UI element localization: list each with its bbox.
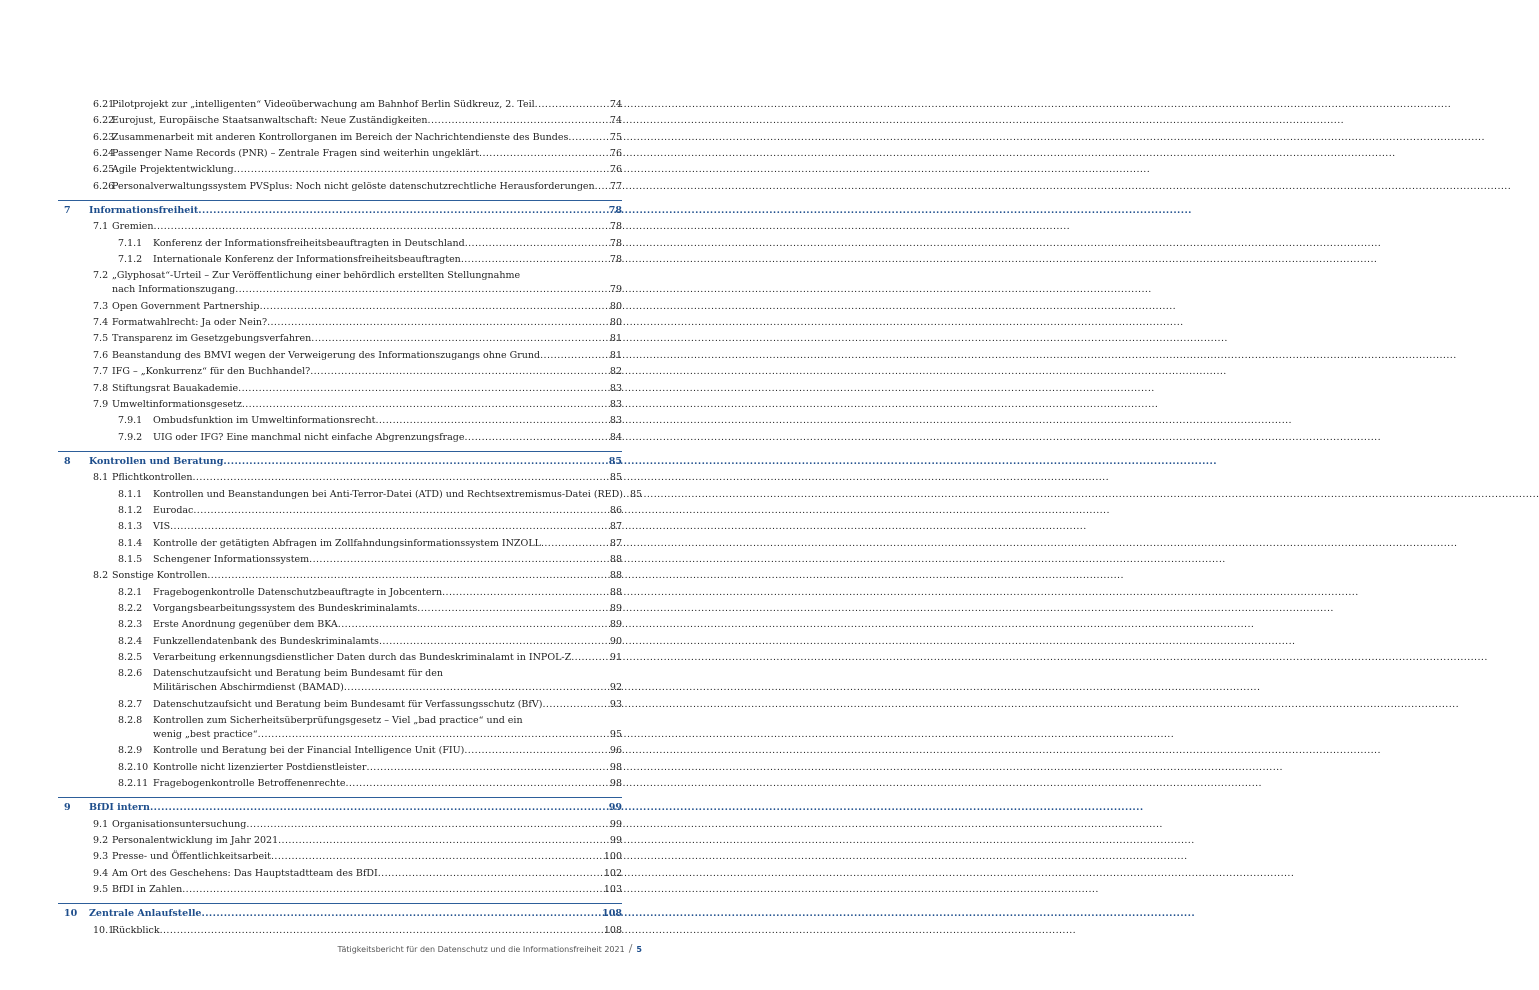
toc-chapter[interactable] — [58, 908, 622, 924]
toc-entry-title: Agile Projektentwicklung — [112, 164, 234, 176]
dot-leader — [541, 538, 609, 550]
toc-entry-page: 76 — [609, 164, 622, 176]
toc-entry-title: Eurojust, Europäische Staatsanwaltschaft: Neue Zuständigkeiten — [112, 115, 428, 127]
toc-entry[interactable] — [58, 350, 622, 366]
toc-entry-title: Militärischen Abschirmdienst (BAMAD) — [153, 682, 344, 694]
toc-entry-title: BfDI intern — [89, 802, 150, 814]
dot-leader — [311, 333, 609, 345]
toc-entry-page: 89 — [609, 602, 622, 614]
toc-entry[interactable] — [58, 762, 622, 778]
dot-leader — [465, 238, 609, 250]
toc-entry-page: 81 — [609, 349, 622, 361]
toc-entry[interactable] — [58, 819, 622, 835]
toc-entry-page: 85 — [609, 472, 622, 484]
toc-entry-title-line1: Kontrollen zum Sicherheitsüberprüfungsgesetz – Viel „bad practice“ und ein — [153, 715, 523, 727]
toc-entry[interactable] — [58, 238, 622, 254]
toc-entry-page: 80 — [609, 300, 622, 312]
dot-leader — [344, 682, 609, 694]
toc-entry-page: 78 — [609, 254, 622, 266]
toc-entry-title-line1: „Glyphosat“-Urteil – Zur Veröffentlichung einer behördlich erstellten Stellungnahme — [112, 270, 521, 282]
toc-entry-page: 78 — [609, 221, 622, 233]
toc-entry[interactable] — [58, 505, 622, 521]
toc-entry-number: 7.9 — [93, 398, 109, 410]
dot-leader — [223, 456, 607, 468]
dot-leader — [271, 851, 603, 863]
dot-leader — [235, 284, 609, 296]
toc-entry-title: Personalentwicklung im Jahr 2021 — [112, 835, 279, 847]
toc-entry-title: Erste Anordnung gegenüber dem BKA — [153, 619, 338, 631]
toc-entry-page: 96 — [609, 745, 622, 757]
dot-leader — [260, 301, 609, 313]
toc-entry-number: 7.5 — [93, 333, 109, 345]
dot-leader — [278, 835, 609, 847]
toc-entry-page: 89 — [609, 619, 622, 631]
toc-entry-page: 90 — [609, 635, 622, 647]
section-separator — [58, 448, 622, 456]
toc-entry-page: 87 — [609, 521, 622, 533]
toc-entry[interactable] — [58, 284, 622, 300]
toc-entry[interactable] — [58, 99, 622, 115]
dot-leader — [461, 254, 609, 266]
toc-entry[interactable] — [58, 301, 622, 317]
toc-entry-number: 8.2.7 — [118, 698, 143, 710]
footer-separator: / — [628, 942, 633, 955]
toc-entry-number: 7.1.1 — [118, 237, 143, 249]
toc-entry-number: 7.4 — [93, 317, 109, 329]
toc-entry-title: Schengener Informationssystem — [153, 553, 310, 565]
toc-entry-number: 8.2.1 — [118, 586, 143, 598]
toc-entry-page: 82 — [609, 366, 622, 378]
dot-leader — [595, 181, 609, 193]
toc-entry-title: wenig „best practice“ — [153, 729, 258, 741]
dot-leader — [428, 115, 609, 127]
toc-entry-title: Rückblick — [112, 924, 160, 936]
toc-entry-title: Konferenz der Informationsfreiheitsbeauftragten in Deutschland — [153, 237, 465, 249]
toc-entry-page: 76 — [609, 148, 622, 160]
toc-entry[interactable] — [58, 554, 622, 570]
toc-entry-number: 8.1.3 — [118, 521, 143, 533]
toc-entry-number: 7 — [64, 205, 71, 217]
footer-page-number: 5 — [636, 945, 642, 954]
toc-entry-title: Kontrolle der getätigten Abfragen im Zollfahndungsinformationssystem INZOLL — [153, 537, 541, 549]
toc-entry[interactable] — [58, 472, 622, 488]
toc-entry-number: 8.2.11 — [118, 778, 149, 790]
toc-entry-title: Fragebogenkontrolle Betroffenenrechte — [153, 778, 346, 790]
dot-leader — [540, 350, 609, 362]
toc-entry-first-line — [58, 715, 622, 729]
toc-entry[interactable] — [58, 115, 622, 131]
toc-entry[interactable] — [58, 383, 622, 399]
toc-entry[interactable] — [58, 868, 622, 884]
dot-leader — [234, 164, 609, 176]
toc-entry-page: 99 — [609, 835, 622, 847]
dot-leader — [207, 570, 609, 582]
toc-entry-number: 6.26 — [93, 180, 115, 192]
toc-entry-title: IFG – „Konkurrenz“ für den Buchhandel? — [112, 366, 311, 378]
toc-entry-page: 99 — [608, 802, 622, 814]
dot-leader — [193, 472, 609, 484]
toc-entry-title: Gremien — [112, 221, 154, 233]
toc-entry-number: 10 — [64, 908, 78, 920]
toc-entry-title: Pilotprojekt zur „intelligenten“ Videoüberwachung am Bahnhof Berlin Südkreuz, 2. Teil — [112, 99, 535, 110]
dot-leader — [345, 778, 608, 790]
toc-entry-page: 102 — [603, 867, 622, 879]
toc-entry[interactable] — [58, 164, 622, 180]
toc-entry-number: 8.1 — [93, 472, 109, 484]
toc-entry-number: 7.1 — [93, 221, 109, 233]
toc-entry[interactable] — [58, 603, 622, 619]
toc-entry[interactable] — [58, 254, 622, 270]
toc-entry-title: Stiftungsrat Bauakademie — [112, 382, 239, 394]
toc-entry-page: 88 — [609, 570, 622, 582]
toc-entry-page: 88 — [609, 553, 622, 565]
section-separator — [58, 197, 622, 205]
page-footer — [338, 942, 643, 955]
dot-leader — [154, 221, 609, 233]
toc-entry-title-line1: Datenschutzaufsicht und Beratung beim Bundesamt für den — [153, 668, 443, 680]
toc-entry-page: 100 — [603, 851, 622, 863]
toc-entry-number: 8.2.3 — [118, 619, 143, 631]
dot-leader — [542, 699, 608, 711]
dot-leader — [379, 636, 609, 648]
toc-entry-number: 6.25 — [93, 164, 115, 176]
dot-leader — [150, 802, 608, 814]
toc-entry[interactable] — [58, 835, 622, 851]
toc-entry[interactable] — [58, 925, 622, 941]
toc-entry-title: Passenger Name Records (PNR) – Zentrale Fragen sind weiterhin ungeklärt — [112, 148, 480, 160]
toc-entry-number: 9.2 — [93, 835, 109, 847]
toc-entry[interactable] — [58, 778, 622, 794]
toc-entry-title: Am Ort des Geschehens: Das Hauptstadtteam des BfDI — [112, 867, 378, 879]
toc-entry[interactable] — [58, 682, 622, 698]
toc-entry-title: Internationale Konferenz der Informationsfreiheitsbeauftragten — [153, 254, 461, 266]
toc-entry-title: Umweltinformationsgesetz — [112, 398, 242, 410]
toc-entry-number: 8.1.4 — [118, 537, 143, 549]
toc-entry-title: Eurodac — [153, 504, 194, 516]
toc-entry-title: nach Informationszugang — [112, 284, 236, 296]
toc-entry[interactable] — [58, 521, 622, 537]
dot-leader — [378, 868, 603, 880]
toc-entry-title: Kontrolle und Beratung bei der Financial Intelligence Unit (FIU) — [153, 745, 465, 757]
toc-entry-number: 9.5 — [93, 884, 109, 896]
toc-entry-number: 6.22 — [93, 115, 115, 127]
toc-entry-title: Kontrollen und Beratung — [89, 455, 224, 467]
toc-entry[interactable] — [58, 652, 622, 668]
toc-entry-page: 91 — [609, 652, 622, 663]
toc-entry[interactable] — [58, 745, 622, 761]
toc-entry-title: Informationsfreiheit — [89, 205, 199, 217]
toc-entry-title: Verarbeitung erkennungsdienstlicher Daten durch das Bundeskriminalamt in INPOL-Z — [153, 652, 572, 663]
toc-entry-number: 7.6 — [93, 349, 109, 361]
toc-entry[interactable] — [58, 587, 622, 603]
toc-entry-first-line — [58, 668, 622, 682]
toc-entry-page: 85 — [608, 455, 622, 467]
dot-leader — [310, 366, 609, 378]
dot-leader — [201, 908, 601, 920]
toc-entry-page: 103 — [603, 884, 622, 896]
dot-leader — [238, 383, 609, 395]
dot-leader — [442, 587, 609, 599]
toc-entry-page: 86 — [609, 504, 622, 516]
toc-entry[interactable] — [58, 148, 622, 164]
toc-entry-page: 83 — [609, 415, 622, 427]
toc-entry-page: 95 — [609, 729, 622, 741]
toc-entry[interactable] — [58, 619, 622, 635]
toc-entry[interactable] — [58, 415, 622, 431]
toc-chapter[interactable] — [58, 456, 622, 472]
toc-entry-number: 7.2 — [93, 270, 109, 282]
toc-entry-number: 10.1 — [93, 924, 115, 936]
toc-entry[interactable] — [58, 729, 622, 745]
toc-entry[interactable] — [58, 132, 622, 148]
toc-entry-title: Personalverwaltungssystem PVSplus: Noch nicht gelöste datenschutzrechtliche Herausforderungen — [112, 180, 595, 192]
toc-entry-number: 8.2 — [93, 570, 109, 582]
toc-entry-page: 83 — [609, 382, 622, 394]
toc-entry-page: 78 — [609, 237, 622, 249]
toc-entry-number: 8.1.1 — [118, 488, 143, 500]
toc-entry-title: Vorgangsbearbeitungssystem des Bundeskriminalamts — [153, 602, 418, 614]
dot-leader — [258, 729, 609, 741]
toc-entry-title: Zentrale Anlaufstelle — [89, 908, 202, 920]
toc-entry[interactable] — [58, 317, 622, 333]
toc-entry-number: 8.2.8 — [118, 715, 143, 727]
toc-entry-number: 8.1.5 — [118, 553, 143, 565]
dot-leader — [193, 505, 609, 517]
toc-entry-page: 99 — [609, 818, 622, 830]
toc-entry[interactable] — [58, 851, 622, 867]
toc-entry-number: 8.2.4 — [118, 635, 143, 647]
toc-entry-title: Kontrolle nicht lizenzierter Postdienstleister — [153, 761, 367, 773]
toc-entry-page: 74 — [609, 99, 622, 110]
section-separator — [58, 794, 622, 802]
dot-leader — [465, 432, 609, 444]
toc-entry[interactable] — [58, 432, 622, 448]
toc-entry-page: 79 — [609, 284, 622, 296]
toc-entry-number: 8 — [64, 455, 71, 467]
toc-entry-title: Datenschutzaufsicht und Beratung beim Bundesamt für Verfassungsschutz (BfV) — [153, 698, 543, 710]
toc-entry-page: 74 — [609, 115, 622, 127]
dot-leader — [170, 521, 609, 533]
toc-entry-number: 8.1.2 — [118, 504, 143, 516]
toc-entry-first-line — [58, 270, 622, 284]
toc-entry-title: Pflichtkontrollen — [112, 472, 193, 484]
toc-entry-title: Fragebogenkontrolle Datenschutzbeauftragte in Jobcentern — [153, 586, 443, 598]
section-separator — [58, 900, 622, 908]
toc-entry-title: Kontrollen und Beanstandungen bei Anti-Terror-Datei (ATD) und Rechtsextremismus-Datei (RED) — [153, 488, 623, 500]
toc-entry-number: 7.9.1 — [118, 415, 143, 427]
toc-entry[interactable] — [58, 181, 622, 197]
toc-entry-page: 108 — [603, 924, 622, 936]
toc-entry-title: Ombudsfunktion im Umweltinformationsrecht — [153, 415, 376, 427]
toc-entry-page: 83 — [609, 398, 622, 410]
toc-entry-title: BfDI in Zahlen — [112, 884, 183, 896]
toc-entry-page: 85 — [629, 488, 643, 500]
toc-entry-number: 9.3 — [93, 851, 109, 863]
toc-entry-page: 80 — [609, 317, 622, 329]
toc-entry-number: 7.9.2 — [118, 431, 143, 443]
toc-entry[interactable] — [58, 570, 622, 586]
toc-entry[interactable] — [58, 366, 622, 382]
toc-entry-number: 6.23 — [93, 131, 115, 143]
toc-entry-number: 7.7 — [93, 366, 109, 378]
toc-entry-number: 9.4 — [93, 867, 109, 879]
toc-entry[interactable] — [58, 221, 622, 237]
dot-leader — [464, 745, 609, 757]
toc-entry-page: 84 — [609, 431, 622, 443]
toc-entry[interactable] — [58, 488, 643, 505]
toc-entry-page: 87 — [609, 537, 622, 549]
toc-entry-page: 98 — [609, 778, 622, 790]
toc-entry-title: VIS — [153, 521, 171, 533]
toc-entry-page: 88 — [609, 586, 622, 598]
table-of-contents — [58, 99, 643, 941]
dot-leader — [479, 148, 609, 160]
dot-leader — [366, 762, 608, 774]
dot-leader — [182, 884, 603, 896]
toc-entry[interactable] — [58, 636, 622, 652]
toc-entry-title: Zusammenarbeit mit anderen Kontrollorganen im Bereich der Nachrichtendienste des Bundes — [112, 131, 569, 143]
toc-entry-page: 108 — [602, 908, 622, 920]
dot-leader — [309, 554, 609, 566]
toc-entry-number: 6.24 — [93, 148, 115, 160]
toc-entry-page: 92 — [609, 682, 622, 694]
toc-entry-title: UIG oder IFG? Eine manchmal nicht einfache Abgrenzungsfrage — [153, 431, 465, 443]
dot-leader — [417, 603, 609, 615]
toc-entry-page: 81 — [609, 333, 622, 345]
toc-entry-number: 7.3 — [93, 300, 109, 312]
toc-entry-title: Formatwahlrecht: Ja oder Nein? — [112, 317, 268, 329]
dot-leader — [568, 132, 609, 144]
toc-entry[interactable] — [58, 399, 622, 415]
dot-leader — [198, 205, 607, 217]
toc-entry-page: 98 — [609, 761, 622, 773]
toc-chapter[interactable] — [58, 802, 622, 818]
toc-entry-title: Presse- und Öffentlichkeitsarbeit — [112, 851, 271, 863]
toc-entry-page: 93 — [609, 698, 622, 710]
dot-leader — [160, 925, 603, 937]
toc-entry-number: 8.2.5 — [118, 652, 143, 663]
toc-entry-number: 7.8 — [93, 382, 109, 394]
toc-entry-number: 8.2.10 — [118, 761, 149, 773]
toc-entry-number: 6.21 — [93, 99, 115, 110]
dot-leader — [267, 317, 609, 329]
dot-leader — [375, 415, 608, 427]
toc-entry-title: Sonstige Kontrollen — [112, 570, 208, 582]
toc-entry-number: 9 — [64, 802, 71, 814]
toc-entry-title: Funkzellendatenbank des Bundeskriminalamts — [153, 635, 379, 647]
toc-entry-number: 7.1.2 — [118, 254, 143, 266]
toc-entry[interactable] — [58, 699, 622, 715]
dot-leader — [246, 819, 609, 831]
toc-entry-title: Transparenz im Gesetzgebungsverfahren — [112, 333, 312, 345]
toc-entry-title: Open Government Partnership — [112, 300, 260, 312]
footer-report-title: Tätigkeitsbericht für den Datenschutz und die Informationsfreiheit 2021 — [337, 945, 625, 954]
toc-entry-number: 8.2.9 — [118, 745, 143, 757]
toc-entry-number: 9.1 — [93, 818, 109, 830]
dot-leader — [338, 619, 609, 631]
dot-leader — [571, 652, 609, 664]
toc-entry-page: 77 — [609, 180, 622, 192]
dot-leader — [535, 99, 609, 111]
toc-entry-number: 8.2.2 — [118, 602, 143, 614]
dot-leader — [242, 399, 609, 411]
toc-entry-page: 75 — [609, 131, 622, 143]
toc-entry-title: Beanstandung des BMVI wegen der Verweigerung des Informationszugangs ohne Grund — [112, 349, 541, 361]
toc-entry[interactable] — [58, 884, 622, 900]
toc-entry[interactable] — [58, 538, 622, 554]
toc-entry-number: 8.2.6 — [118, 668, 143, 680]
toc-chapter[interactable] — [58, 205, 622, 221]
toc-entry-title: Organisationsuntersuchung — [112, 818, 247, 830]
toc-entry-page: 78 — [608, 205, 622, 217]
toc-entry[interactable] — [58, 333, 622, 349]
